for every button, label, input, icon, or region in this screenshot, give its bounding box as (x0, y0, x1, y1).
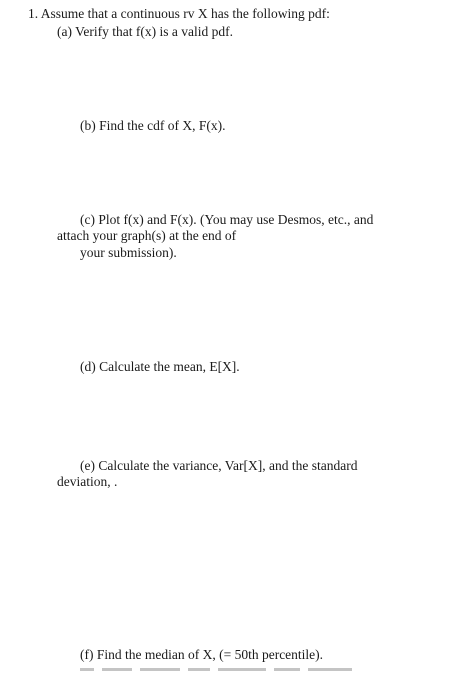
part-d: (d) Calculate the mean, E[X]. (80, 359, 240, 374)
part-c-line-3: your submission). (80, 245, 177, 260)
part-c-line-1: (c) Plot f(x) and F(x). (You may use Desmos, etc., and (80, 212, 374, 227)
cut-off-text-fragment (80, 664, 400, 674)
part-e-line-1: (e) Calculate the variance, Var[X], and the standard (80, 458, 358, 473)
cut-off-text-glyphs (80, 664, 400, 674)
question-intro: 1. Assume that a continuous rv X has the following pdf: (28, 6, 330, 21)
part-e-line-2: deviation, . (57, 474, 118, 489)
part-b: (b) Find the cdf of X, F(x). (80, 118, 226, 133)
part-c-line-2: attach your graph(s) at the end of (57, 228, 237, 243)
part-a: (a) Verify that f(x) is a valid pdf. (57, 24, 233, 39)
part-f: (f) Find the median of X, (= 50th percentile). (80, 647, 324, 662)
